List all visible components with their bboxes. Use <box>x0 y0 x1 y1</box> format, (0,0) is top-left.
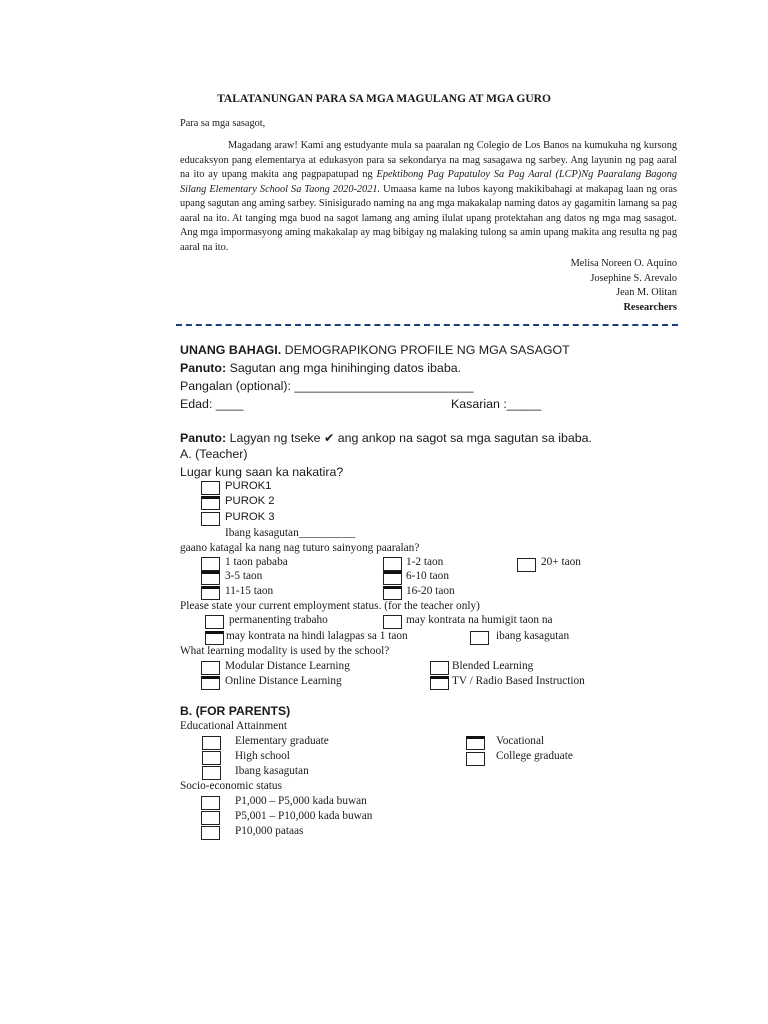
checkbox-years-3-5[interactable] <box>201 571 220 585</box>
study-title-italic: Epektibong Pag Papatuloy Sa Pag Aaral (LCP)Ng Paaralang Bagong Silang Elementary School Sa Taong 2020-2021. <box>180 169 678 195</box>
salutation: Para sa mga sasagot, <box>180 118 266 129</box>
checkbox-employment-other[interactable] <box>470 631 489 645</box>
checkbox-contract-over-year[interactable] <box>383 615 402 629</box>
checkbox-income-3[interactable] <box>201 826 220 840</box>
option-label: PUROK 3 <box>225 511 275 523</box>
checkbox-modular[interactable] <box>201 661 220 675</box>
checkbox-blended[interactable] <box>430 661 449 675</box>
checkbox-income-2[interactable] <box>201 811 220 825</box>
option-label: PUROK 2 <box>225 495 275 507</box>
section-divider <box>176 324 678 326</box>
name-field[interactable] <box>180 379 474 393</box>
instruction-label: Panuto: <box>180 361 227 375</box>
option-label: may kontrata na humigit taon na <box>406 614 553 626</box>
sex-label: Kasarian : <box>451 397 507 411</box>
option-label: Vocational <box>496 735 545 747</box>
age-blank-line: ____ <box>212 397 244 411</box>
checkbox-contract-under-year[interactable] <box>205 631 224 645</box>
checkbox-purok3[interactable] <box>201 512 220 526</box>
checkbox-tv-radio[interactable] <box>430 676 449 690</box>
section-b-label: B. (FOR PARENTS) <box>180 704 291 718</box>
part1-heading-text: DEMOGRAPIKONG PROFILE NG MGA SASAGOT <box>281 343 570 357</box>
age-field[interactable] <box>180 397 243 411</box>
checkbox-college[interactable] <box>466 752 485 766</box>
question-years-teaching: gaano katagal ka nang nag tuturo sainyong paaralan? <box>180 542 420 554</box>
researcher-name: Melisa Noreen O. Aquino <box>570 258 677 269</box>
question-socio-economic: Socio-economic status <box>180 780 282 792</box>
checkbox-vocational[interactable] <box>466 736 485 750</box>
checkbox-years-1-below[interactable] <box>201 557 220 571</box>
option-label: PUROK1 <box>225 480 272 492</box>
option-label: 16-20 taon <box>406 585 455 597</box>
sex-blank-line: _____ <box>506 397 542 411</box>
option-label: Blended Learning <box>452 660 534 672</box>
checkbox-years-1-2[interactable] <box>383 557 402 571</box>
question-employment: Please state your current employment status. (for the teacher only) <box>180 600 480 612</box>
letter-text-1: Magadang araw! Kami ang estudyante mula sa paaralan ng Colegio de Los Banos na kumukuha ng kursong educaksyon pang elementarya at edukasyon para sa sekondarya na mag sasagawa ng sarbey. Ang layunin ng pag aaral na ito ay upang makita ang pagpapatupad ng <box>180 140 677 180</box>
option-label: permanenting trabaho <box>229 614 328 626</box>
checkbox-permanent[interactable] <box>205 615 224 629</box>
researcher-name: Jean M. Olitan <box>616 287 677 299</box>
part1-instruction <box>180 361 461 375</box>
other-answer-field[interactable]: Ibang kasagutan__________ <box>225 527 356 539</box>
option-label: P10,000 pataas <box>235 825 304 837</box>
checkbox-purok1[interactable] <box>201 481 220 495</box>
part1-heading <box>180 343 570 357</box>
name-label: Pangalan (optional): <box>180 379 291 393</box>
checkbox-years-11-15[interactable] <box>201 586 220 600</box>
letter-paragraph <box>180 139 677 255</box>
option-label: 6-10 taon <box>406 570 449 582</box>
option-label: 1-2 taon <box>406 556 444 568</box>
option-label: P5,001 – P10,000 kada buwan <box>235 810 373 822</box>
document-title: TALATANUNGAN PARA SA MGA MAGULANG AT MGA GURO <box>217 93 551 105</box>
option-label: P1,000 – P5,000 kada buwan <box>235 795 367 807</box>
option-label: Ibang kasagutan <box>235 765 309 777</box>
instruction-text: Lagyan ng tseke ✔ ang ankop na sagot sa mga sagutan sa ibaba. <box>226 431 592 445</box>
name-blank-line: __________________________ <box>290 379 474 393</box>
sex-field[interactable] <box>451 397 541 411</box>
option-label: College graduate <box>496 750 573 762</box>
letter-text-2: Umaasa kame na lubos kayong makikibahagi at makapag laan ng oras upang sagutan ang aming sarbey. Sinisigurado naming na ang mga makakalap naming datos ay gagamitin lamang sa pag aaral na ito. At tanging mga buod na sagot lamang ang aming ilulat upang protektahan ang datos ng mga mag sasagot. Ang mga impormasyong aming makakalap ay mag bibigay ng malaking tulong sa amin upang makita ang resulta ng pag aaral na ito. <box>180 183 677 253</box>
age-label: Edad: <box>180 397 213 411</box>
checkbox-income-1[interactable] <box>201 796 220 810</box>
option-label: 11-15 taon <box>225 585 274 597</box>
checkbox-online[interactable] <box>201 676 220 690</box>
checkbox-education-other[interactable] <box>202 766 221 780</box>
checkbox-years-16-20[interactable] <box>383 586 402 600</box>
researcher-name: Josephine S. Arevalo <box>590 272 677 284</box>
option-label: 1 taon pababa <box>225 556 288 568</box>
option-label: 3-5 taon <box>225 570 263 582</box>
option-label: ibang kasagutan <box>496 630 570 642</box>
section-a-label: A. (Teacher) <box>180 447 248 461</box>
checkbox-elementary[interactable] <box>202 736 221 750</box>
instruction-label: Panuto: <box>180 431 227 445</box>
checkbox-high-school[interactable] <box>202 751 221 765</box>
checkmark-instruction <box>180 430 592 445</box>
option-label: Elementary graduate <box>235 735 329 747</box>
question-modality: What learning modality is used by the school? <box>180 645 390 657</box>
option-label: may kontrata na hindi lalagpas sa 1 taon <box>226 630 408 642</box>
option-label: 20+ taon <box>541 556 581 568</box>
option-label: TV / Radio Based Instruction <box>452 675 585 687</box>
part1-heading-bold: UNANG BAHAGI. <box>180 343 282 357</box>
instruction-text: Sagutan ang mga hinihinging datos ibaba. <box>226 361 462 375</box>
researchers-signature <box>571 257 677 315</box>
checkbox-years-20-plus[interactable] <box>517 558 536 572</box>
checkbox-years-6-10[interactable] <box>383 571 402 585</box>
option-label: Modular Distance Learning <box>225 660 350 672</box>
researchers-label: Researchers <box>623 301 677 313</box>
option-label: High school <box>235 750 290 762</box>
question-residence: Lugar kung saan ka nakatira? <box>180 465 344 479</box>
option-label: Online Distance Learning <box>225 675 342 687</box>
question-education: Educational Attainment <box>180 720 287 732</box>
checkbox-purok2[interactable] <box>201 496 220 510</box>
